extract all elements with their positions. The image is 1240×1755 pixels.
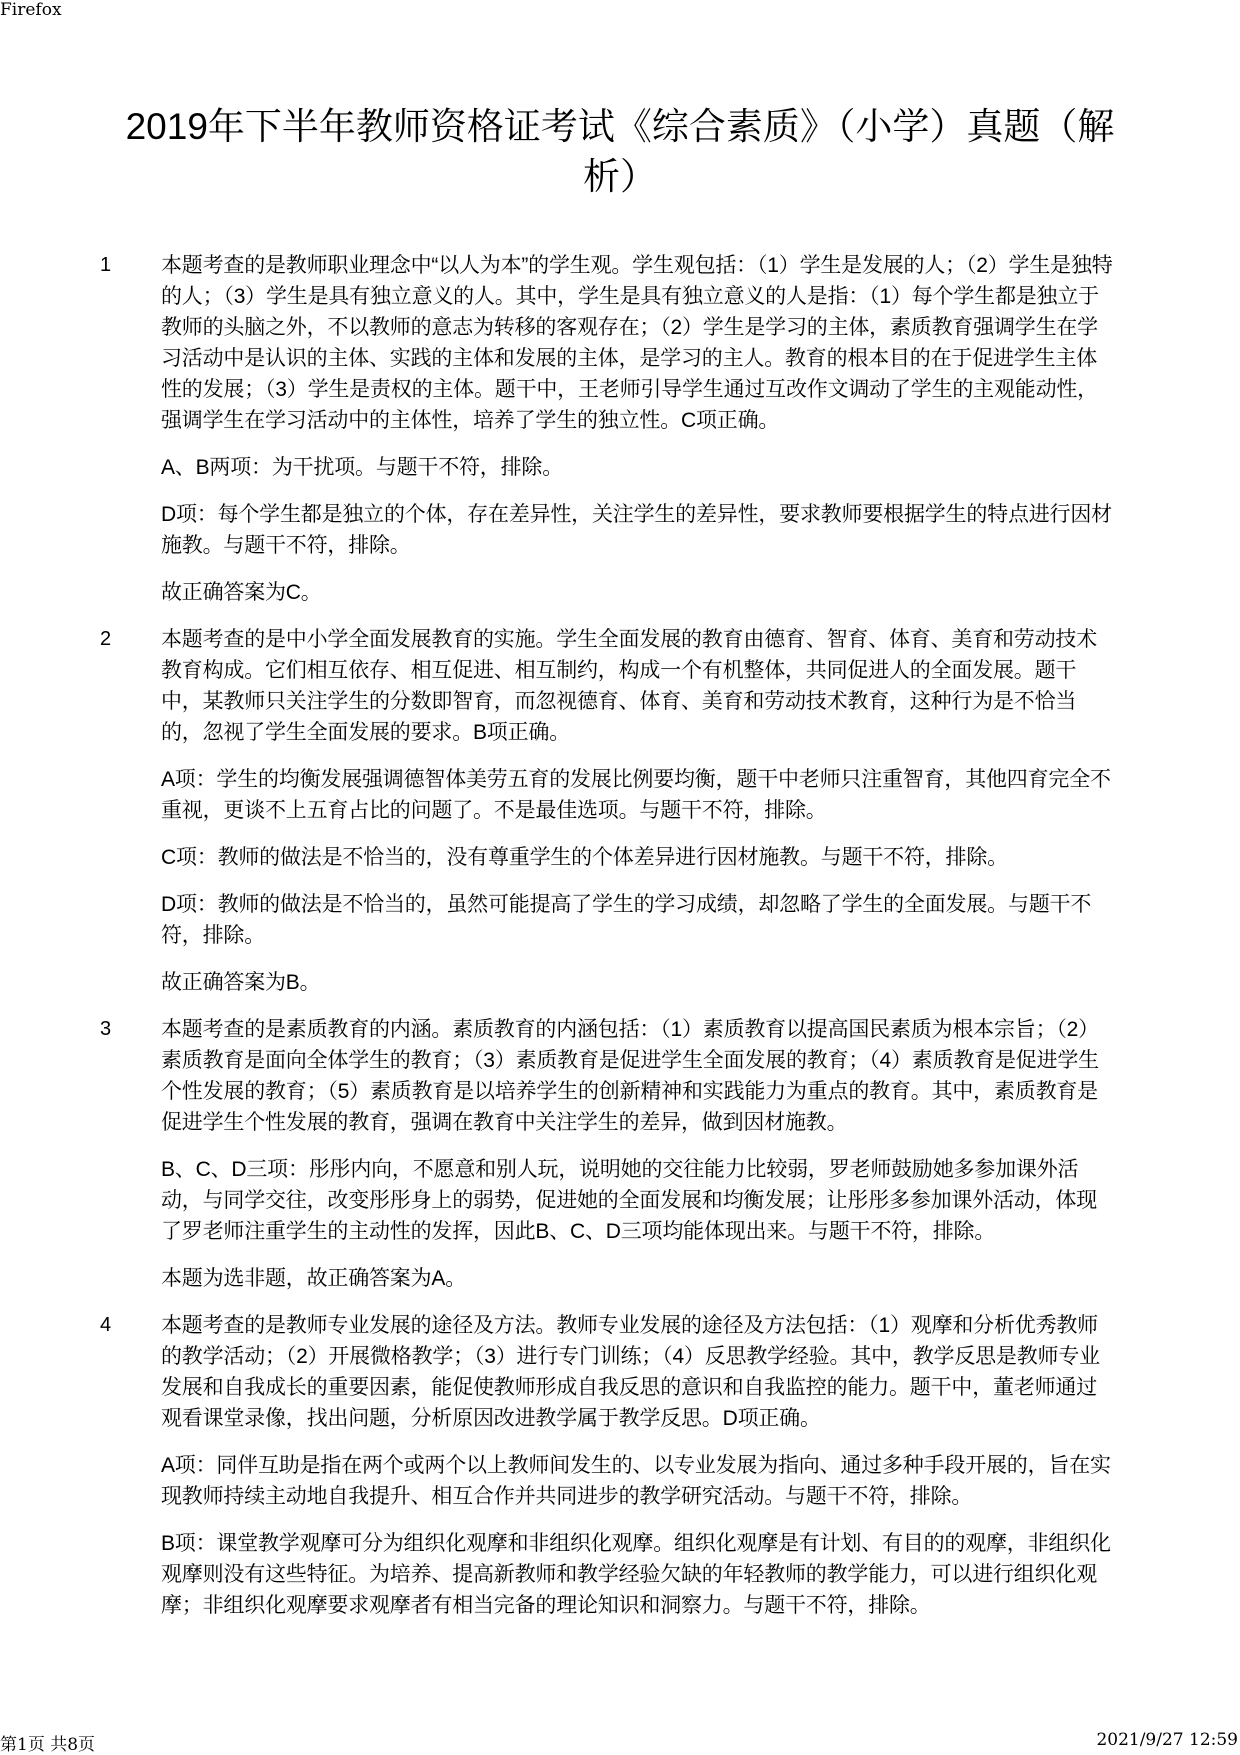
explanation <box>161 250 1115 624</box>
print-datetime: 2021/9/27 12:59 <box>1096 1730 1238 1750</box>
explanation-paragraph: A项：同伴互助是指在两个或两个以上教师间发生的、以专业发展为指向、通过多种手段开展的，旨在实现教师持续主动地自我提升、相互合作并共同进步的教学研究活动。与题干不符，排除。 <box>161 1454 1111 1508</box>
page-title: 2019年下半年教师资格证考试《综合素质》（小学）真题（解析） <box>125 106 1115 197</box>
explanation-paragraph: C项：教师的做法是不恰当的，没有尊重学生的个体差异进行因材施教。与题干不符，排除。 <box>161 846 1008 869</box>
explanation-paragraph: 本题考查的是中小学全面发展教育的实施。学生全面发展的教育由德育、智育、体育、美育和劳动技术教育构成。它们相互依存、相互促进、相互制约，构成一个有机整体，共同促进人的全面发展。题干中，某教师只关注学生的分数即智育，而忽视德育、体育、美育和劳动技术教育，这种行为是不恰当的，忽视了学生全面发展的要求。B项正确。 <box>161 628 1097 744</box>
answer-item <box>100 1310 1115 1637</box>
explanation-paragraph: 故正确答案为C。 <box>161 581 322 604</box>
explanation-paragraph: D项：每个学生都是独立的个体，存在差异性，关注学生的差异性，要求教师要根据学生的特点进行因材施教。与题干不符，排除。 <box>161 503 1112 557</box>
answer-item <box>100 250 1115 624</box>
explanation-paragraph: B项：课堂教学观摩可分为组织化观摩和非组织化观摩。组织化观摩是有计划、有目的的观摩，非组织化观摩则没有这些特征。为培养、提高新教师和教学经验欠缺的年轻教师的教学能力，可以进行组织化观摩；非组织化观摩要求观摩者有相当完备的理论知识和洞察力。与题干不符，排除。 <box>161 1532 1111 1617</box>
answer-item <box>100 1014 1115 1310</box>
explanation <box>161 624 1115 1014</box>
explanation-paragraph: D项：教师的做法是不恰当的，虽然可能提高了学生的学习成绩，却忽略了学生的全面发展。与题干不符，排除。 <box>161 893 1092 947</box>
question-number: 3 <box>100 1018 112 1040</box>
browser-header: Firefox <box>0 0 62 20</box>
question-number: 2 <box>100 628 112 650</box>
explanation-paragraph: 本题考查的是教师专业发展的途径及方法。教师专业发展的途径及方法包括：（1）观摩和分析优秀教师的教学活动；（2）开展微格教学；（3）进行专门训练；（4）反思教学经验。其中，教学反思是教师专业发展和自我成长的重要因素，能促使教师形成自我反思的意识和自我监控的能力。题干中，董老师通过观看课堂录像，找出问题，分析原因改进教学属于教学反思。D项正确。 <box>161 1314 1100 1430</box>
explanation-paragraph: A项：学生的均衡发展强调德智体美劳五育的发展比例要均衡，题干中老师只注重智育，其他四育完全不重视，更谈不上五育占比的问题了。不是最佳选项。与题干不符，排除。 <box>161 768 1111 822</box>
explanation-paragraph: 本题考查的是素质教育的内涵。素质教育的内涵包括：（1）素质教育以提高国民素质为根本宗旨；（2）素质教育是面向全体学生的教育；（3）素质教育是促进学生全面发展的教育；（4）素质教育是促进学生个性发展的教育；（5）素质教育是以培养学生的创新精神和实践能力为重点的教育。其中，素质教育是促进学生个性发展的教育，强调在教育中关注学生的差异，做到因材施教。 <box>161 1018 1099 1134</box>
question-number: 4 <box>100 1314 112 1336</box>
answer-list <box>100 250 1115 1637</box>
explanation-paragraph: 故正确答案为B。 <box>161 971 321 994</box>
question-number: 1 <box>100 254 112 276</box>
explanation-paragraph: B、C、D三项：彤彤内向，不愿意和别人玩，说明她的交往能力比较弱，罗老师鼓励她多参加课外活动，与同学交往，改变彤彤身上的弱势，促进她的全面发展和均衡发展；让彤彤多参加课外活动，体现了罗老师注重学生的主动性的发挥，因此B、C、D三项均能体现出来。与题干不符，排除。 <box>161 1158 1097 1243</box>
explanation-paragraph: 本题为选非题，故正确答案为A。 <box>161 1267 467 1290</box>
answer-item <box>100 624 1115 1014</box>
explanation-paragraph: 本题考查的是教师职业理念中“以人为本”的学生观。学生观包括：（1）学生是发展的人；（2）学生是独特的人；（3）学生是具有独立意义的人。其中，学生是具有独立意义的人是指：（1）每个学生都是独立于教师的头脑之外，不以教师的意志为转移的客观存在；（2）学生是学习的主体，素质教育强调学生在学习活动中是认识的主体、实践的主体和发展的主体，是学习的主人。教育的根本目的在于促进学生主体性的发展；（3）学生是责权的主体。题干中，王老师引导学生通过互改作文调动了学生的主观能动性，强调学生在学习活动中的主体性，培养了学生的独立性。C项正确。 <box>161 254 1113 432</box>
explanation-paragraph: A、B两项：为干扰项。与题干不符，排除。 <box>161 456 564 479</box>
page-counter: 第1页 共8页 <box>0 1735 96 1755</box>
explanation <box>161 1014 1115 1310</box>
explanation <box>161 1310 1115 1637</box>
